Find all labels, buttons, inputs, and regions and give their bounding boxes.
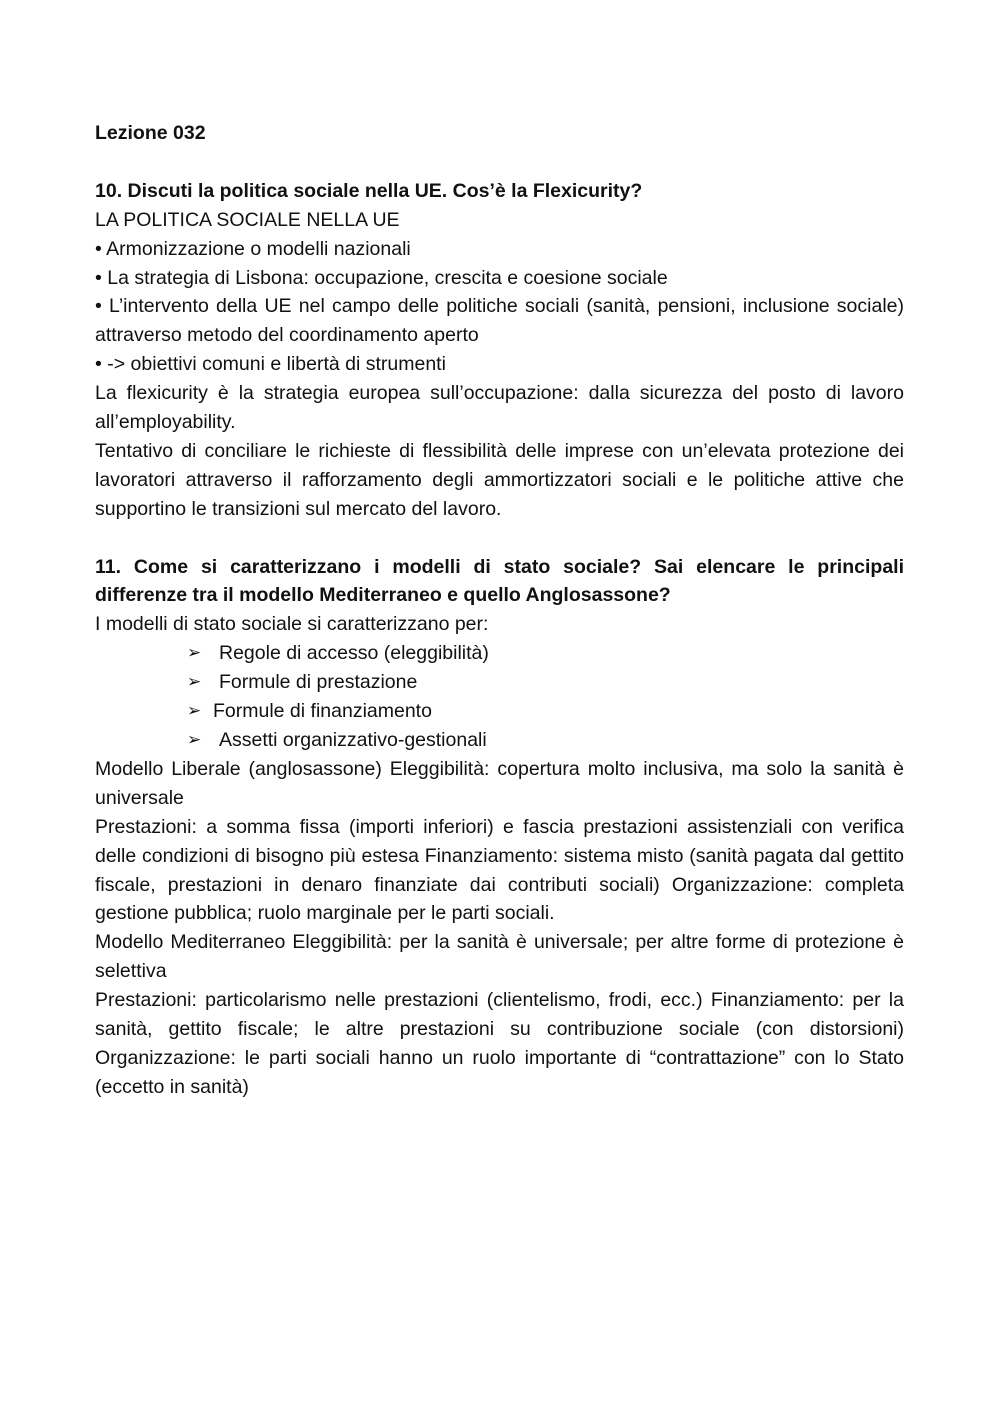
list-item-text: Regole di accesso (eleggibilità) xyxy=(219,642,489,665)
spacer xyxy=(95,148,904,177)
bullet-item: • La strategia di Lisbona: occupazione, crescita e coesione sociale xyxy=(95,266,668,289)
arrow-bullet-icon: ➢ xyxy=(187,643,202,663)
list-item xyxy=(95,639,904,668)
paragraph: Modello Mediterraneo Eleggibilità: per la sanità è universale; per altre forme di protezione è selettiva xyxy=(95,931,904,983)
paragraph: La flexicurity è la strategia europea sull’occupazione: dalla sicurezza del posto di lavoro all’employability. xyxy=(95,382,904,434)
bullet-item: • Armonizzazione o modelli nazionali xyxy=(95,237,411,260)
list-item xyxy=(95,697,904,726)
list-item-text: Assetti organizzativo-gestionali xyxy=(219,729,487,751)
question-10: 10. Discuti la politica sociale nella UE. Cos’è la Flexicurity? xyxy=(95,179,643,202)
bullet-item: • -> obiettivi comuni e libertà di strumenti xyxy=(95,353,446,376)
section-heading: LA POLITICA SOCIALE NELLA UE xyxy=(95,208,400,231)
arrow-bullet-icon: ➢ xyxy=(187,701,202,721)
list-item-text: Formule di finanziamento xyxy=(213,700,432,723)
paragraph: Prestazioni: a somma fissa (importi inferiori) e fascia prestazioni assistenziali con verifica delle condizioni di bisogno più estesa Finanziamento: sistema misto (sanità pagata dal gettito fiscale, prestazioni in denaro finanziate dai contributi sociali) Organizzazione: completa gestione pubblica; ruolo marginale per le parti sociali. xyxy=(95,815,904,925)
arrow-bullet-icon: ➢ xyxy=(187,730,202,749)
list-item-text: Formule di prestazione xyxy=(219,671,418,694)
paragraph: Prestazioni: particolarismo nelle prestazioni (clientelismo, frodi, ecc.) Finanziamento: per la sanità, gettito fiscale; le altre prestazioni su contribuzione sociale (con distorsioni) Organizzazione: le parti sociali hanno un ruolo importante di “contrattazione” con lo Stato (eccetto in sanità) xyxy=(95,989,904,1098)
bullet-item: • L’intervento della UE nel campo delle politiche sociali (sanità, pensioni, inclusione sociale) attraverso metodo del coordinamento aperto xyxy=(95,295,904,347)
spacer xyxy=(95,524,904,553)
arrow-list xyxy=(95,639,904,755)
list-item xyxy=(95,726,904,755)
question-11: 11. Come si caratterizzano i modelli di stato sociale? Sai elencare le principali differenze tra il modello Mediterraneo e quello Anglosassone? xyxy=(95,555,904,607)
document-page xyxy=(95,119,904,1102)
list-item xyxy=(95,668,904,697)
paragraph: Tentativo di conciliare le richieste di flessibilità delle imprese con un’elevata protezione dei lavoratori attraverso il rafforzamento degli ammortizzatori sociali e le politiche attive che supportino le transizioni sul mercato del lavoro. xyxy=(95,439,904,520)
arrow-bullet-icon: ➢ xyxy=(187,672,202,692)
list-intro: I modelli di stato sociale si caratterizzano per: xyxy=(95,613,489,636)
paragraph: Modello Liberale (anglosassone) Eleggibilità: copertura molto inclusiva, ma solo la sanità è universale xyxy=(95,757,904,809)
lesson-title: Lezione 032 xyxy=(95,122,206,144)
